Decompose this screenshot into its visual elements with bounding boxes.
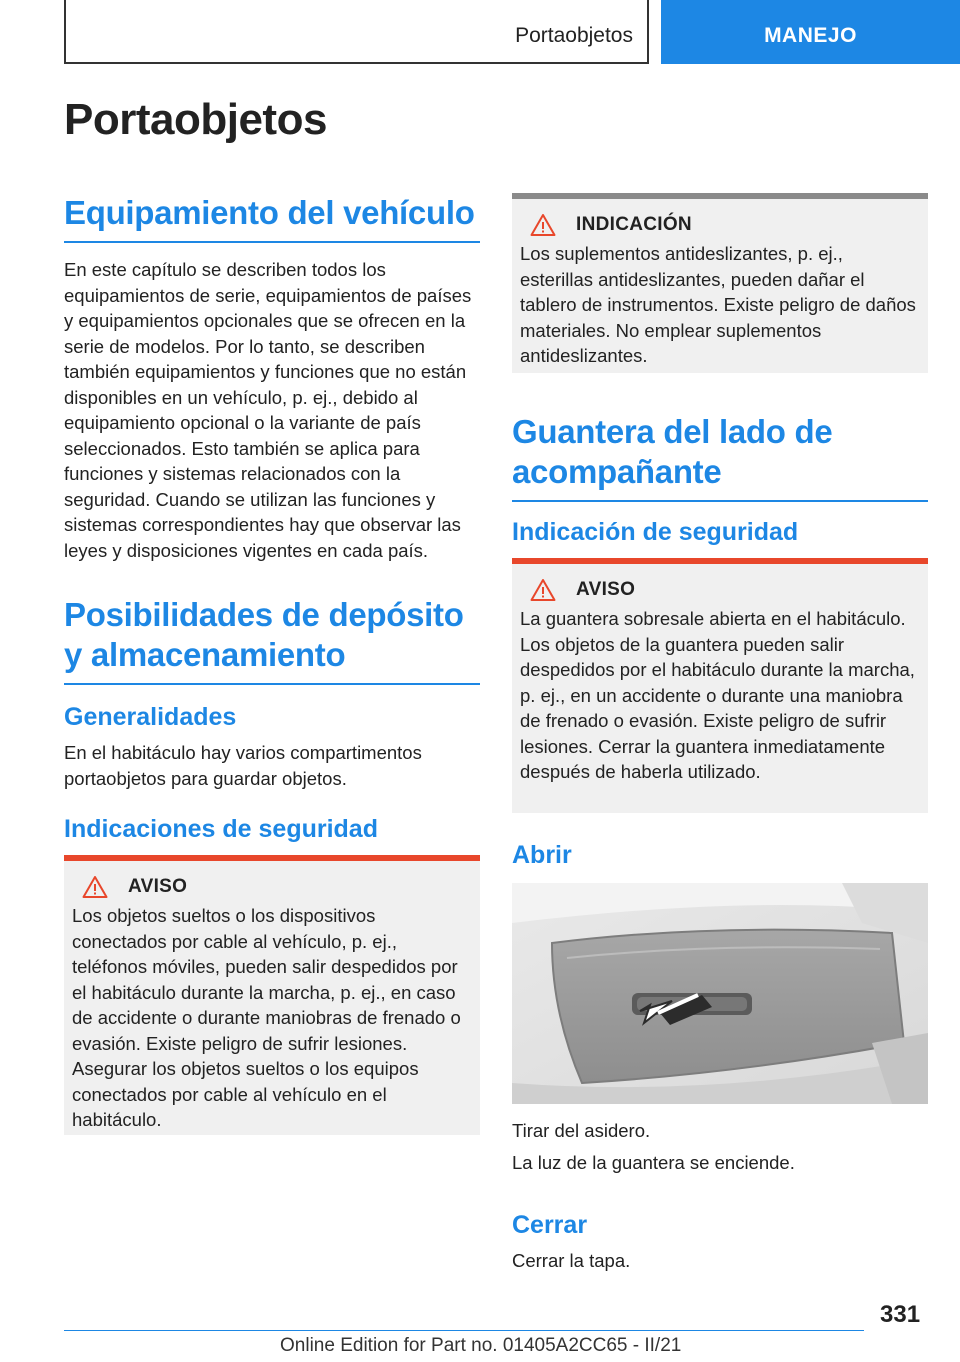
glovebox-illustration <box>512 883 928 1104</box>
footer-edition <box>280 1335 681 1357</box>
header-section-title: Portaobjetos <box>515 24 633 47</box>
warning-text: La guantera sobresale abierta en el habitáculo. Los objetos de la guantera pueden salir despedidos por el habitáculo durante la marcha, p. ej., en un accidente o durante una maniobra de frenado o evasión. Existe peligro de sufrir lesiones. Cerrar la guantera inmediatamente después de haberla utilizado. <box>520 608 915 782</box>
page-number: 331 <box>880 1301 921 1328</box>
warning-header <box>530 578 920 602</box>
heading-guantera: Guantera del lado de acompañante <box>512 412 928 502</box>
header-section-tab <box>64 0 649 64</box>
header-chapter-tab[interactable] <box>661 0 960 64</box>
caution-triangle-icon <box>530 213 556 237</box>
paragraph-equipamiento: En este capítulo se describen todos los equipamientos de serie, equipamientos de países y equipamientos opcionales que se ofrecen en la serie de modelos. Por lo tanto, se describen también equipamientos y funciones que no están disponibles en un vehículo, p. ej., debido al equipamiento opcional o la variante de país seleccionados. Esto también se aplica para funciones y sistemas relacionados con la seguridad. Cuando se utilizan las funciones y sistemas correspondientes hay que observar las leyes y disposiciones vigentes en cada país. <box>64 259 472 561</box>
paragraph-cerrar: Cerrar la tapa. <box>512 1250 631 1271</box>
warning-triangle-icon <box>82 875 108 899</box>
note-box-antideslizantes <box>512 193 928 373</box>
heading-abrir: Abrir <box>512 841 572 869</box>
heading-indicacion-seguridad: Indicación de seguridad <box>512 518 799 546</box>
note-header <box>530 213 920 237</box>
heading-equipamiento: Equipamiento del vehículo <box>64 193 480 243</box>
paragraph-tirar: Tirar del asidero. <box>512 1120 651 1141</box>
heading-generalidades: Generalidades <box>64 703 237 731</box>
warning-box-guantera <box>512 558 928 813</box>
heading-posibilidades: Posibilidades de depósito y almacenamiento <box>64 595 480 685</box>
heading-indicaciones-seguridad: Indicaciones de seguridad <box>64 815 378 843</box>
paragraph-luz: La luz de la guantera se enciende. <box>512 1152 795 1173</box>
heading-cerrar: Cerrar <box>512 1211 588 1239</box>
footer-divider <box>64 1330 864 1331</box>
page-title: Portaobjetos <box>64 95 327 144</box>
warning-box-objetos-sueltos <box>64 855 480 1135</box>
footer-edition-text: Online Edition for Part no. 01405A2CC65 - II/21 <box>280 1335 682 1356</box>
paragraph-generalidades: En el habitáculo hay varios compartimentos portaobjetos para guardar objetos. <box>64 742 422 789</box>
note-text: Los suplementos antideslizantes, p. ej., esterillas antideslizantes, pueden dañar el tablero de instrumentos. Existe peligro de daños materiales. No emplear suplementos antideslizantes. <box>520 243 916 366</box>
warning-label: AVISO <box>128 876 188 897</box>
warning-label: AVISO <box>576 579 636 600</box>
warning-text: Los objetos sueltos o los dispositivos conectados por cable al vehículo, p. ej., teléfonos móviles, pueden salir despedidos por el habitáculo durante la marcha, p. ej., en caso de accidente o durante maniobras de frenado o evasión. Existe peligro de sufrir lesiones. Asegurar los objetos sueltos o los equipos conectados por cable al vehículo en el habitáculo. <box>72 905 461 1130</box>
note-label: INDICACIÓN <box>576 214 692 235</box>
header-chapter-title: MANEJO <box>764 24 857 47</box>
warning-header <box>82 875 472 899</box>
warning-triangle-icon <box>530 578 556 602</box>
